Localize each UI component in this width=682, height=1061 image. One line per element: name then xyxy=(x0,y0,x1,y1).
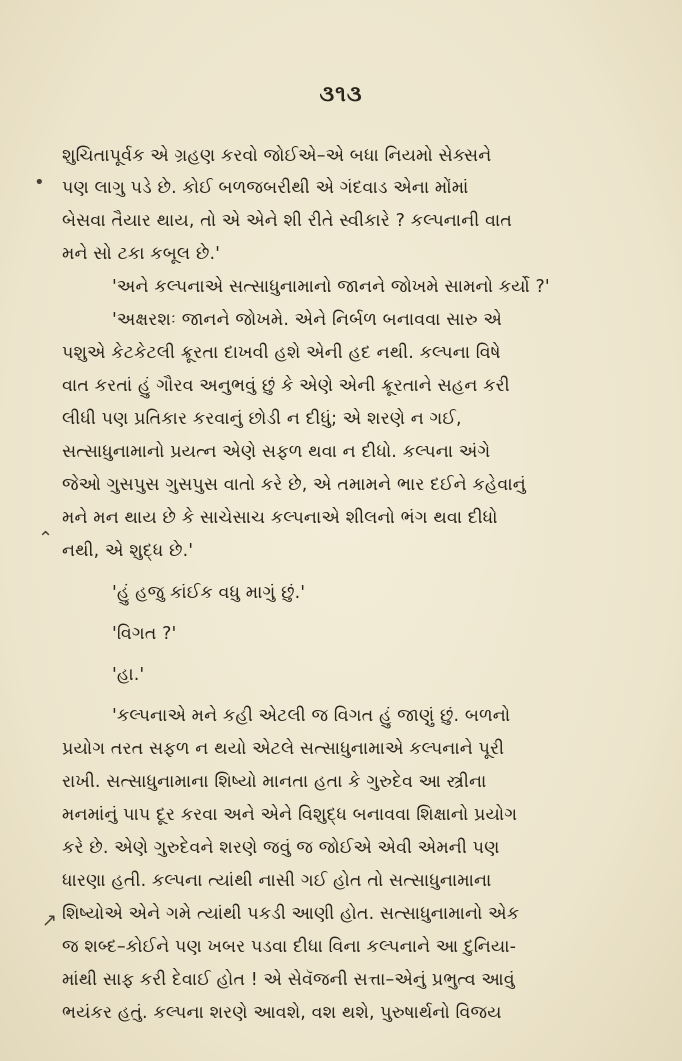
text-line: ભયંકર હતું. કલ્પના શરણે આવશે, વશ થશે, પુરુષાર્થનો વિજય xyxy=(62,1003,502,1023)
text-line: ધારણા હતી. કલ્પના ત્યાંથી નાસી ગઈ હોત તો સત્સાધુનામાના xyxy=(62,871,492,891)
text-line: લીધી પણ પ્રતિકાર કરવાનું છોડી ન દીધું; એ શરણે ન ગઈ, xyxy=(62,409,462,429)
text-line: પ્રયોગ તરત સફળ ન થયો એટલે સત્સાધુનામાએ કલ્પનાને પૂરી xyxy=(62,739,505,759)
margin-mark: • xyxy=(34,172,45,193)
text-line: નથી, એ શુદ્ધ છે.' xyxy=(62,541,194,561)
text-line: કરે છે. એણે ગુરુદેવને શરણે જવું જ જોઈએ એવી એમની પણ xyxy=(62,838,500,858)
text-line: 'કલ્પનાએ મને કહી એટલી જ વિગત હું જાણું છું. બળનો xyxy=(112,706,511,726)
text-line: 'અને કલ્પનાએ સત્સાધુનામાનો જાનને જોખમે સામનો કર્યો ?' xyxy=(112,277,550,297)
text-line: 'વિગત ?' xyxy=(112,624,177,644)
text-line: સત્સાધુનામાનો પ્રયત્ન એણે સફળ થવા ન દીધો. કલ્પના અંગે xyxy=(62,442,491,462)
text-line: મને મન થાય છે કે સાચેસાચ કલ્પનાએ શીલનો ભંગ થવા દીધો xyxy=(62,508,498,528)
text-line: 'હા.' xyxy=(112,665,145,685)
page-number: ૩૧૩ xyxy=(319,82,363,107)
text-line: શુચિતાપૂર્વક એ ગ્રહણ કરવો જોઈએ–એ બધા નિયમો સેક્સને xyxy=(62,146,492,166)
text-line: બેસવા તૈયાર થાય, તો એ એને શી રીતે સ્વીકારે ? કલ્પનાની વાત xyxy=(62,211,512,231)
text-line: માંથી સાફ કરી દેવાઈ હોત ! એ સેવૅજની સત્તા–એનું પ્રભુત્વ આવું xyxy=(62,970,515,990)
text-line: 'અક્ષરશઃ જાનને જોખમે. એને નિર્બળ બનાવવા સારુ એ xyxy=(112,310,502,330)
text-line: વાત કરતાં હું ગૌરવ અનુભવું છું કે એણે એની ક્રૂરતાને સહન કરી xyxy=(62,376,510,396)
text-line: 'હું હજુ કાંઈક વધુ માગું છું.' xyxy=(112,583,306,603)
margin-mark: ⌃ xyxy=(38,528,54,549)
text-line: મનમાંનું પાપ દૂર કરવા અને એને વિશુદ્ધ બનાવવા શિક્ષાનો પ્રયોગ xyxy=(62,805,518,825)
text-line: જેઓ ગુસપુસ ગુસપુસ વાતો કરે છે, એ તમામને ભાર દઈને કહેવાનું xyxy=(62,475,526,495)
text-line: મને સો ટકા કબૂલ છે.' xyxy=(62,244,221,264)
margin-mark: ↗ xyxy=(42,910,58,931)
text-line: પણ લાગુ પડે છે. કોઈ બળજબરીથી એ ગંદવાડ એના મોંમાં xyxy=(62,178,469,198)
text-line: શિષ્યોએ એને ગમે ત્યાંથી પકડી આણી હોત. સત્સાધુનામાનો એક xyxy=(62,904,520,924)
text-line: જ શબ્દ–કોઈને પણ ખબર પડવા દીધા વિના કલ્પનાને આ દુનિયા- xyxy=(62,937,517,957)
text-line: રાખી. સત્સાધુનામાના શિષ્યો માનતા હતા કે ગુરુદેવ આ સ્ત્રીના xyxy=(62,772,487,792)
text-line: પશુએ કેટકેટલી ક્રૂરતા દાખવી હશે એની હદ નથી. કલ્પના વિષે xyxy=(62,343,501,363)
